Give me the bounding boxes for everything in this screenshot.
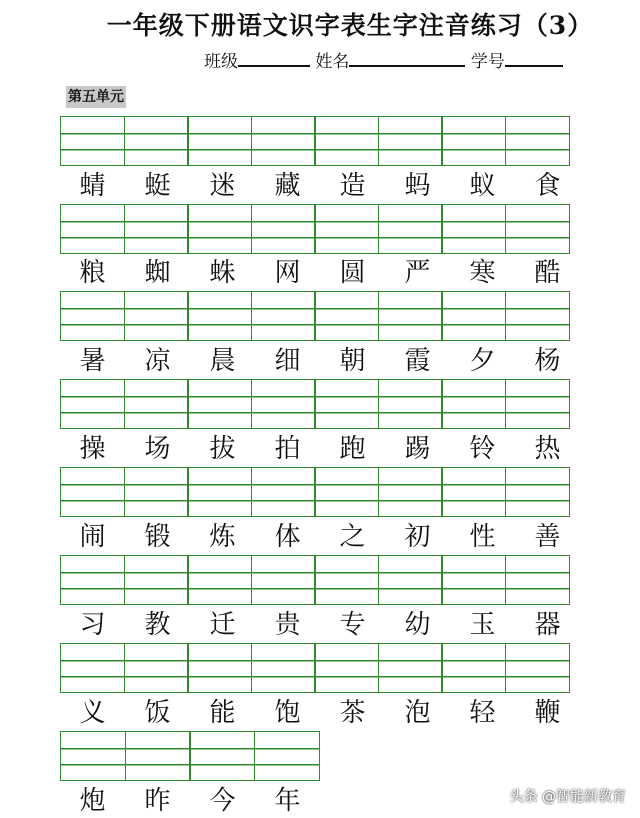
pinyin-writing-box[interactable] bbox=[505, 643, 570, 693]
pinyin-writing-box[interactable] bbox=[378, 291, 443, 341]
chinese-character: 粮 bbox=[79, 258, 106, 288]
chinese-character: 性 bbox=[469, 522, 496, 552]
chinese-character: 教 bbox=[144, 610, 171, 640]
chinese-character: 造 bbox=[339, 171, 366, 201]
pinyin-writing-box[interactable] bbox=[314, 116, 379, 166]
pinyin-writing-box[interactable] bbox=[187, 291, 252, 341]
pinyin-writing-box[interactable] bbox=[124, 204, 189, 254]
pinyin-writing-box[interactable] bbox=[189, 731, 255, 781]
chinese-character: 圆 bbox=[339, 258, 366, 288]
chinese-character: 饭 bbox=[144, 698, 171, 728]
chinese-character: 霞 bbox=[404, 346, 431, 376]
chinese-character: 幼 bbox=[404, 610, 431, 640]
chinese-character: 鞭 bbox=[534, 698, 561, 728]
pinyin-writing-box[interactable] bbox=[314, 643, 379, 693]
chinese-character: 拍 bbox=[274, 434, 301, 464]
chinese-character: 网 bbox=[274, 258, 301, 288]
pinyin-writing-box[interactable] bbox=[124, 555, 189, 605]
chinese-character: 食 bbox=[534, 171, 561, 201]
pinyin-writing-box[interactable] bbox=[251, 116, 316, 166]
pinyin-writing-box[interactable] bbox=[187, 116, 252, 166]
pinyin-writing-box[interactable] bbox=[187, 379, 252, 429]
pinyin-writing-box[interactable] bbox=[378, 643, 443, 693]
character-row bbox=[60, 169, 580, 203]
chinese-character: 体 bbox=[274, 522, 301, 552]
pinyin-writing-box[interactable] bbox=[441, 379, 506, 429]
chinese-character: 能 bbox=[209, 698, 236, 728]
chinese-character: 铃 bbox=[469, 434, 496, 464]
chinese-character: 今 bbox=[209, 786, 236, 816]
chinese-character: 蚂 bbox=[404, 171, 431, 201]
class-blank bbox=[238, 49, 310, 67]
character-row bbox=[60, 344, 580, 378]
chinese-character: 蚁 bbox=[469, 171, 496, 201]
chinese-character: 场 bbox=[144, 434, 171, 464]
pinyin-writing-box[interactable] bbox=[378, 555, 443, 605]
pinyin-writing-box[interactable] bbox=[251, 467, 316, 517]
pinyin-grid-row bbox=[60, 204, 568, 254]
chinese-character: 蜘 bbox=[144, 258, 171, 288]
character-row bbox=[60, 256, 580, 290]
chinese-character: 拔 bbox=[209, 434, 236, 464]
chinese-character: 杨 bbox=[534, 346, 561, 376]
chinese-character: 蜻 bbox=[79, 171, 106, 201]
pinyin-writing-box[interactable] bbox=[441, 643, 506, 693]
id-label: 学号 bbox=[470, 52, 505, 72]
chinese-character: 年 bbox=[274, 786, 301, 816]
chinese-character: 蜓 bbox=[144, 171, 171, 201]
pinyin-writing-box[interactable] bbox=[60, 116, 125, 166]
pinyin-writing-box[interactable] bbox=[378, 467, 443, 517]
pinyin-writing-box[interactable] bbox=[441, 555, 506, 605]
chinese-character: 跑 bbox=[339, 434, 366, 464]
pinyin-writing-box[interactable] bbox=[124, 467, 189, 517]
chinese-character: 玉 bbox=[469, 610, 496, 640]
chinese-character: 专 bbox=[339, 610, 366, 640]
pinyin-writing-box[interactable] bbox=[441, 291, 506, 341]
pinyin-writing-box[interactable] bbox=[60, 731, 126, 781]
chinese-character: 轻 bbox=[469, 698, 496, 728]
chinese-character: 炮 bbox=[79, 786, 106, 816]
pinyin-writing-box[interactable] bbox=[124, 379, 189, 429]
pinyin-writing-box[interactable] bbox=[378, 379, 443, 429]
chinese-character: 细 bbox=[274, 346, 301, 376]
chinese-character: 酷 bbox=[534, 258, 561, 288]
pinyin-writing-box[interactable] bbox=[441, 116, 506, 166]
character-row bbox=[60, 608, 580, 642]
pinyin-grid-row bbox=[60, 379, 568, 429]
chinese-character: 贵 bbox=[274, 610, 301, 640]
chinese-character: 朝 bbox=[339, 346, 366, 376]
pinyin-writing-box[interactable] bbox=[314, 379, 379, 429]
pinyin-writing-box[interactable] bbox=[505, 116, 570, 166]
pinyin-writing-box[interactable] bbox=[60, 467, 125, 517]
pinyin-writing-box[interactable] bbox=[124, 643, 189, 693]
pinyin-writing-box[interactable] bbox=[251, 204, 316, 254]
chinese-character: 严 bbox=[404, 258, 431, 288]
chinese-character: 茶 bbox=[339, 698, 366, 728]
chinese-character: 晨 bbox=[209, 346, 236, 376]
chinese-character: 泡 bbox=[404, 698, 431, 728]
chinese-character: 善 bbox=[534, 522, 561, 552]
character-row bbox=[60, 696, 580, 730]
pinyin-writing-box[interactable] bbox=[124, 291, 189, 341]
chinese-character: 初 bbox=[404, 522, 431, 552]
pinyin-grid-row bbox=[60, 643, 568, 693]
chinese-character: 闹 bbox=[79, 522, 106, 552]
chinese-character: 凉 bbox=[144, 346, 171, 376]
pinyin-writing-box[interactable] bbox=[505, 204, 570, 254]
chinese-character: 藏 bbox=[274, 171, 301, 201]
pinyin-writing-box[interactable] bbox=[378, 116, 443, 166]
student-info-line bbox=[204, 47, 563, 72]
pinyin-writing-box[interactable] bbox=[60, 555, 125, 605]
pinyin-writing-box[interactable] bbox=[60, 379, 125, 429]
pinyin-writing-box[interactable] bbox=[314, 291, 379, 341]
chinese-character: 热 bbox=[534, 434, 561, 464]
pinyin-writing-box[interactable] bbox=[251, 643, 316, 693]
unit-label: 第五单元 bbox=[66, 86, 126, 108]
chinese-character: 昨 bbox=[144, 786, 171, 816]
chinese-character: 迁 bbox=[209, 610, 236, 640]
pinyin-writing-box[interactable] bbox=[378, 204, 443, 254]
chinese-character: 锻 bbox=[144, 522, 171, 552]
chinese-character: 夕 bbox=[469, 346, 496, 376]
pinyin-writing-box[interactable] bbox=[251, 555, 316, 605]
worksheet-title: 一年级下册语文识字表生字注音练习（3） bbox=[106, 11, 594, 40]
pinyin-writing-box[interactable] bbox=[441, 467, 506, 517]
pinyin-writing-box[interactable] bbox=[60, 291, 125, 341]
pinyin-writing-box[interactable] bbox=[441, 204, 506, 254]
pinyin-writing-box[interactable] bbox=[314, 467, 379, 517]
chinese-character: 炼 bbox=[209, 522, 236, 552]
class-label: 班级 bbox=[204, 52, 238, 72]
pinyin-writing-box[interactable] bbox=[314, 204, 379, 254]
character-row bbox=[60, 520, 580, 554]
pinyin-writing-box[interactable] bbox=[505, 467, 570, 517]
name-label: 姓名 bbox=[315, 52, 350, 72]
pinyin-grid-row bbox=[60, 555, 568, 605]
chinese-character: 之 bbox=[339, 522, 366, 552]
pinyin-grid-row bbox=[60, 116, 568, 166]
chinese-character: 器 bbox=[534, 610, 561, 640]
pinyin-grid-row bbox=[60, 291, 568, 341]
pinyin-writing-box[interactable] bbox=[505, 555, 570, 605]
character-row bbox=[60, 784, 320, 818]
pinyin-writing-box[interactable] bbox=[124, 116, 189, 166]
pinyin-writing-box[interactable] bbox=[314, 555, 379, 605]
character-row bbox=[60, 432, 580, 466]
watermark: 头条 @智能新教育 bbox=[509, 789, 626, 805]
pinyin-writing-box[interactable] bbox=[187, 467, 252, 517]
chinese-character: 饱 bbox=[274, 698, 301, 728]
pinyin-writing-box[interactable] bbox=[60, 643, 125, 693]
name-blank bbox=[349, 49, 465, 67]
pinyin-writing-box[interactable] bbox=[251, 291, 316, 341]
chinese-character: 迷 bbox=[209, 171, 236, 201]
chinese-character: 寒 bbox=[469, 258, 496, 288]
chinese-character: 操 bbox=[79, 434, 106, 464]
pinyin-writing-box[interactable] bbox=[505, 291, 570, 341]
pinyin-writing-box[interactable] bbox=[125, 731, 191, 781]
id-blank bbox=[505, 49, 563, 67]
pinyin-writing-box[interactable] bbox=[254, 731, 320, 781]
chinese-character: 习 bbox=[79, 610, 106, 640]
pinyin-grid-row bbox=[60, 467, 568, 517]
pinyin-writing-box[interactable] bbox=[251, 379, 316, 429]
pinyin-writing-box[interactable] bbox=[187, 204, 252, 254]
chinese-character: 暑 bbox=[79, 346, 106, 376]
chinese-character: 踢 bbox=[404, 434, 431, 464]
pinyin-writing-box[interactable] bbox=[60, 204, 125, 254]
pinyin-grid-row bbox=[60, 731, 318, 781]
pinyin-writing-box[interactable] bbox=[505, 379, 570, 429]
chinese-character: 蛛 bbox=[209, 258, 236, 288]
pinyin-writing-box[interactable] bbox=[187, 555, 252, 605]
pinyin-writing-box[interactable] bbox=[187, 643, 252, 693]
chinese-character: 义 bbox=[79, 698, 106, 728]
